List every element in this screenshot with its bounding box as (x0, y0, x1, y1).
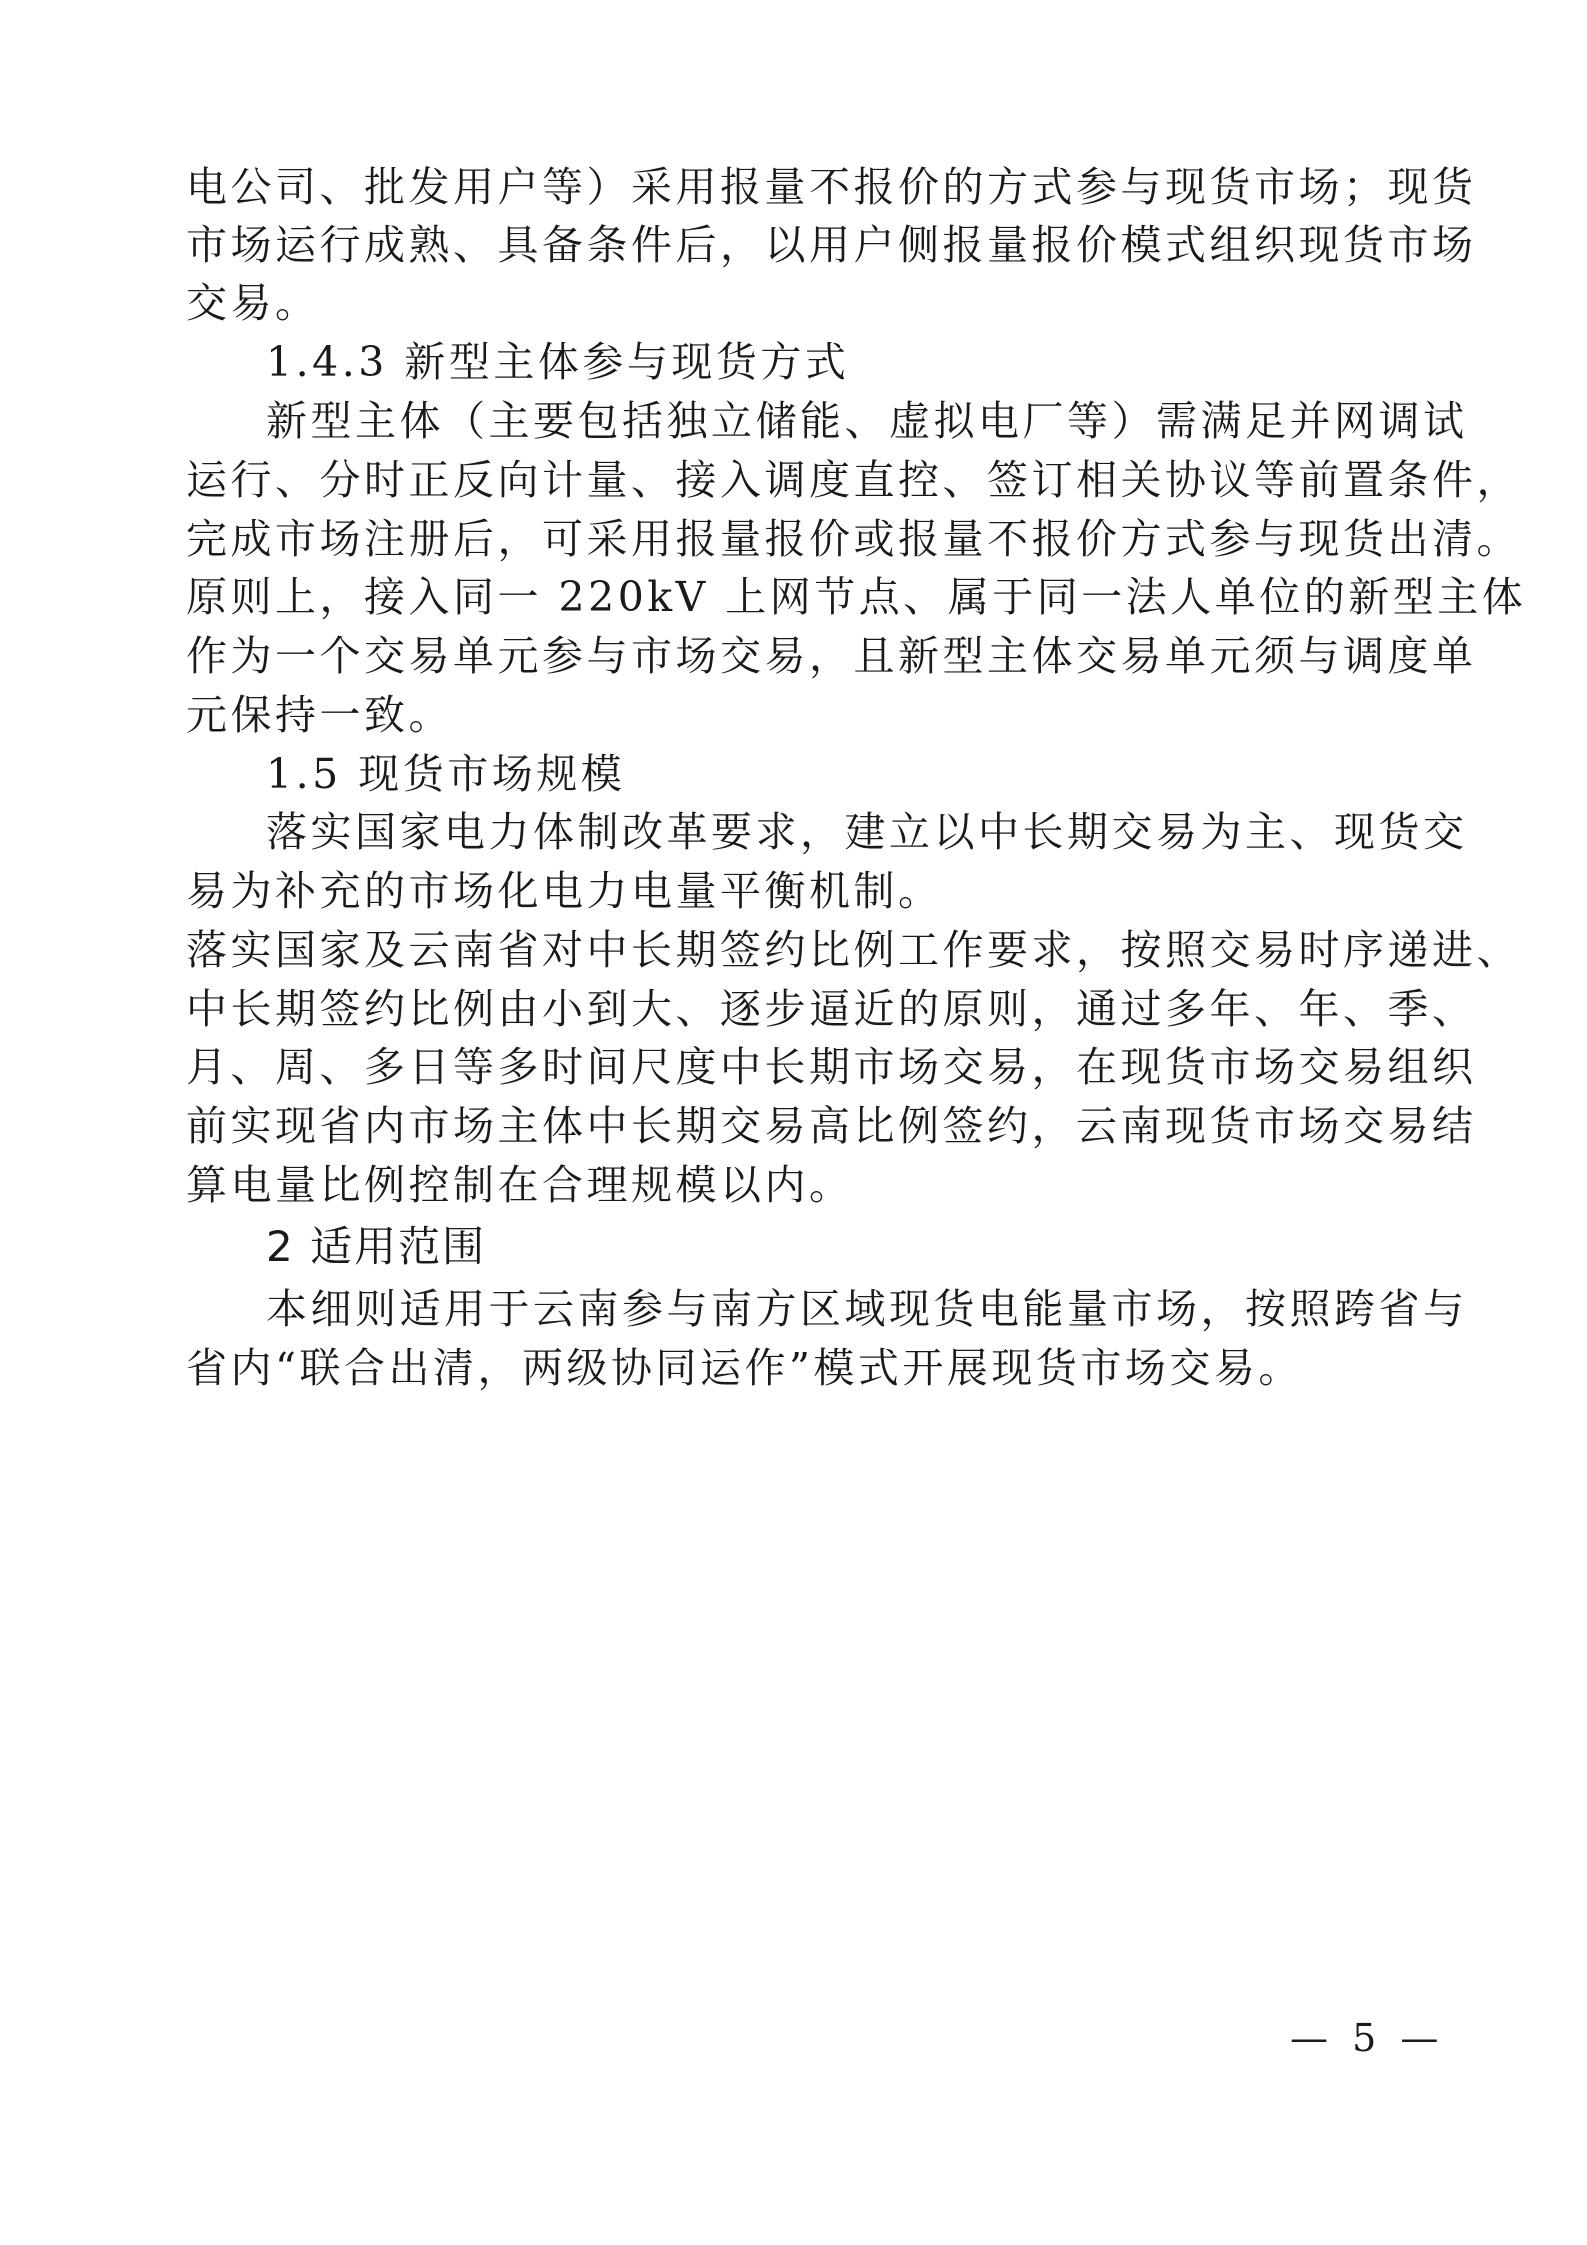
body-text-line: 易为补充的市场化电力电量平衡机制。 (186, 867, 943, 915)
body-text-line: 电公司、批发用户等）采用报量不报价的方式参与现货市场；现货 (186, 163, 1477, 211)
body-text-line: 中长期签约比例由小到大、逐步逼近的原则，通过多年、年、季、 (186, 985, 1477, 1033)
body-text-line: 原则上，接入同一 220kV 上网节点、属于同一法人单位的新型主体 (186, 573, 1527, 621)
body-text-line: 交易。 (186, 279, 320, 327)
body-text-line: 元保持一致。 (186, 691, 453, 739)
body-text-line: 落实国家及云南省对中长期签约比例工作要求，按照交易时序递进、 (186, 926, 1521, 974)
body-text-line: 前实现省内市场主体中长期交易高比例签约，云南现货市场交易结 (186, 1102, 1477, 1150)
body-text-line: 月、周、多日等多时间尺度中长期市场交易，在现货市场交易组织 (186, 1043, 1477, 1091)
body-text-line: 省内“联合出清，两级协同运作”模式开展现货市场交易。 (186, 1344, 1303, 1392)
body-text-line: 算电量比例控制在合理规模以内。 (186, 1161, 854, 1209)
page-number: — 5 — (1290, 2016, 1445, 2060)
body-text-line: 作为一个交易单元参与市场交易，且新型主体交易单元须与调度单 (186, 632, 1477, 680)
body-text-line: 完成市场注册后，可采用报量报价或报量不报价方式参与现货出清。 (186, 515, 1521, 563)
body-text-line: 运行、分时正反向计量、接入调度直控、签订相关协议等前置条件， (186, 456, 1521, 504)
section-heading-1-5: 1.5 现货市场规模 (266, 750, 626, 798)
body-text-line: 落实国家电力体制改革要求，建立以中长期交易为主、现货交 (266, 808, 1468, 856)
body-text-line: 市场运行成熟、具备条件后，以用户侧报量报价模式组织现货市场 (186, 221, 1477, 269)
section-heading-1-4-3: 1.4.3 新型主体参与现货方式 (266, 338, 850, 386)
body-text-line: 本细则适用于云南参与南方区域现货电能量市场，按照跨省与 (266, 1285, 1468, 1333)
section-heading-2: 2 适用范围 (266, 1222, 487, 1271)
body-text-line: 新型主体（主要包括独立储能、虚拟电厂等）需满足并网调试 (266, 397, 1468, 445)
